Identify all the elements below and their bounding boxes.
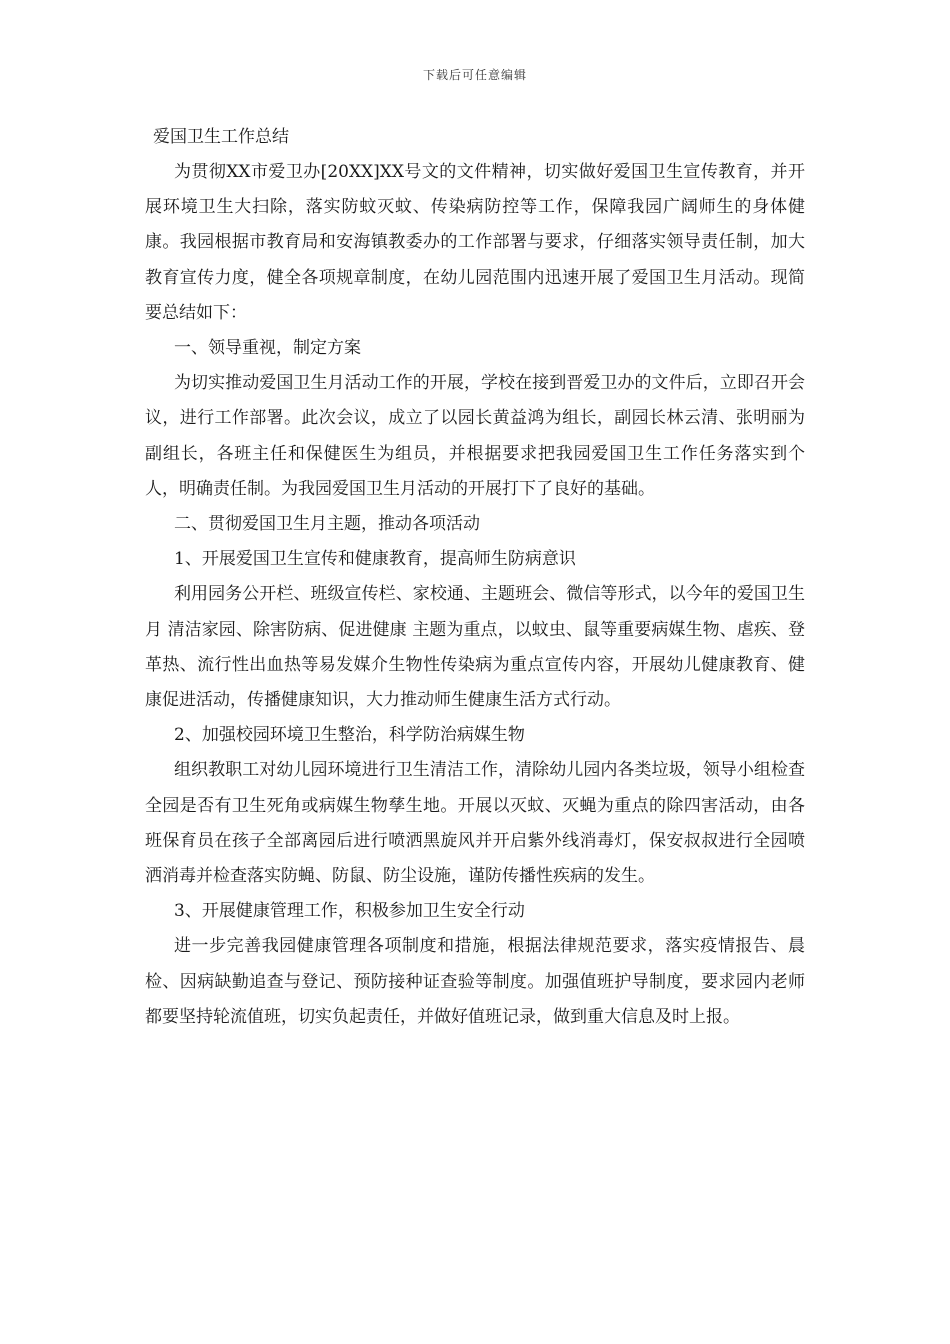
item3-paragraph: 进一步完善我园健康管理各项制度和措施，根据法律规范要求，落实疫情报告、晨检、因病缺勤追查与登记、预防接种证查验等制度。加强值班护导制度，要求园内老师都要坚持轮流值班，切实负起责任，并做好值班记录，做到重大信息及时上报。 (145, 936, 805, 1027)
item3-heading: 3、开展健康管理工作，积极参加卫生安全行动 (174, 901, 525, 922)
document-body (145, 120, 805, 1035)
item1-paragraph: 利用园务公开栏、班级宣传栏、家校通、主题班会、微信等形式，以今年的爱国卫生月 清洁家园、除害防病、促进健康 主题为重点，以蚊虫、鼠等重要病媒生物、虐疾、登革热、流行性出血热等易发媒介生物性传染病为重点宣传内容，开展幼儿健康教育、健康促进活动，传播健康知识，大力推动师生健康生活方式行动。 (145, 584, 805, 711)
item1-heading: 1、开展爱国卫生宣传和健康教育，提高师生防病意识 (174, 549, 576, 570)
intro-paragraph: 为贯彻XX市爱卫办[20XX]XX号文的文件精神，切实做好爱国卫生宣传教育，并开展环境卫生大扫除，落实防蚊灭蚊、传染病防控等工作，保障我园广阔师生的身体健康。我园根据市教育局和安海镇教委办的工作部署与要求，仔细落实领导责任制，加大教育宣传力度，健全各项规章制度，在幼儿园范围内迅速开展了爱国卫生月活动。现简要总结如下： (145, 162, 805, 323)
section2-heading: 二、贯彻爱国卫生月主题，推动各项活动 (174, 514, 480, 535)
header-note: 下载后可任意编辑 (422, 68, 527, 82)
section1-heading: 一、领导重视，制定方案 (174, 338, 361, 359)
item2-heading: 2、加强校园环境卫生整治，科学防治病媒生物 (174, 725, 525, 746)
section1-paragraph: 为切实推动爱国卫生月活动工作的开展，学校在接到晋爱卫办的文件后，立即召开会议，进行工作部署。此次会议，成立了以园长黄益鸿为组长，副园长林云清、张明丽为副组长，各班主任和保健医生为组员，并根据要求把我园爱国卫生工作任务落实到个人，明确责任制。为我园爱国卫生月活动的开展打下了良好的基础。 (145, 373, 805, 499)
document-title: 爱国卫生工作总结 (153, 127, 289, 147)
item2-paragraph: 组织教职工对幼儿园环境进行卫生清洁工作，清除幼儿园内各类垃圾，领导小组检查全园是否有卫生死角或病媒生物孳生地。开展以灭蚊、灭蝇为重点的除四害活动，由各班保育员在孩子全部离园后进行喷洒黑旋风并开启紫外线消毒灯，保安叔叔进行全园喷洒消毒并检查落实防蝇、防鼠、防尘设施，谨防传播性疾病的发生。 (145, 760, 805, 887)
